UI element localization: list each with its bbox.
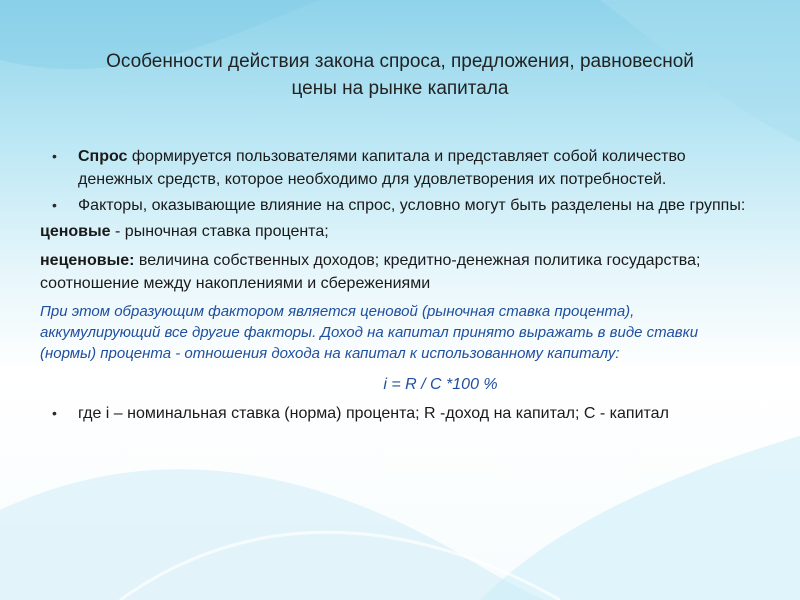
bullet-definitions: [48, 402, 763, 425]
interest-formula: i = R / C *100 %: [383, 376, 498, 393]
bullet-factors: [48, 194, 763, 217]
title-line-1: Особенности действия закона спроса, предложения, равновесной: [106, 51, 694, 72]
nonprice-term: неценовые:: [40, 252, 135, 269]
slide-body: [40, 145, 763, 428]
price-factors: [40, 220, 763, 243]
bullet-dot: •: [52, 197, 57, 213]
demand-term: Спрос: [78, 148, 128, 165]
nonprice-text: величина собственных доходов; кредитно-денежная политика государства; соотношение между накоплениями и сбережениями: [40, 252, 701, 292]
price-term: ценовые: [40, 223, 111, 240]
definitions-text: где i – номинальная ставка (норма) процента; R -доход на капитал; С - капитал: [78, 405, 669, 422]
nonprice-factors: [40, 249, 763, 295]
slide-title: [30, 48, 770, 102]
bullet-dot: •: [52, 405, 57, 421]
bullet-demand: [48, 145, 763, 191]
price-text: - рыночная ставка процента;: [110, 223, 329, 240]
demand-text: формируется пользователями капитала и представляет собой количество денежных средств, которое необходимо для удовлетворения их потребностей.: [78, 148, 686, 188]
factors-text: Факторы, оказывающие влияние на спрос, условно могут быть разделены на две группы:: [78, 197, 746, 214]
italic-note: При этом образующим фактором является ценовой (рыночная ставка процента), аккумулирующий все другие факторы. Доход на капитал принято выражать в виде ставки (нормы) процента - отношения дохода на капитал к использованному капиталу:: [40, 303, 699, 362]
title-line-2: цены на рынке капитала: [291, 78, 509, 99]
bullet-dot: •: [52, 148, 57, 164]
